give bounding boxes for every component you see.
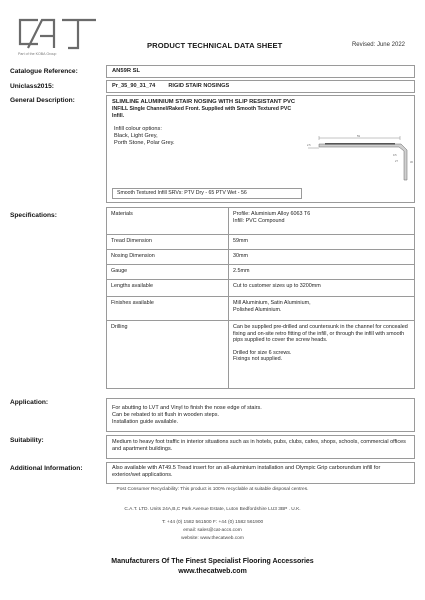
dimension-label-tread: 59 [357, 134, 360, 138]
dimension-label-nosing: 30 [410, 161, 413, 164]
spec-key: Nosing Dimension [107, 250, 229, 265]
application-box [106, 398, 415, 432]
application-label: Application: [10, 399, 49, 406]
nosing-profile-diagram [305, 132, 413, 190]
additional-information-box [106, 462, 415, 484]
table-row [107, 297, 415, 321]
uniclass-name: RIGID STAIR NOSINGS [168, 83, 230, 89]
company-phone: T: +44 (0) 1582 561500 F: +44 (0) 1582 561900 [161, 520, 264, 525]
table-row [107, 265, 415, 280]
uniclass-box [106, 80, 415, 93]
general-description-box [106, 95, 415, 203]
suitability-box [106, 435, 415, 459]
recyclability-note: Post Consumer Recyclability: This product is 100% recyclable at suitable disposal centres. [116, 487, 309, 492]
srv-text: Smooth Textured Infill SRVs: PTV Dry - 65 PTV Wet - 56 [117, 190, 247, 196]
additional-information-text: Also available with AT49.5 Tread insert for an all-aluminium installation and Olympic Grip carborundum infill for exterior/wet applications. [112, 465, 381, 478]
table-row [107, 280, 415, 297]
spec-key: Lengths available [107, 280, 229, 297]
srv-box [112, 188, 302, 199]
uniclass-code: Pr_35_90_31_74 [112, 83, 156, 89]
application-line-1: For abutting to LVT and Vinyl to finish the nose edge of stairs. [112, 405, 262, 411]
specifications-table [106, 207, 415, 389]
spec-key: Tread Dimension [107, 235, 229, 250]
general-description-label: General Description: [10, 97, 75, 104]
suitability-text: Medium to heavy foot traffic in interior situations such as in hotels, pubs, clubs, cafes, shops, schools, commercial offices and apartment buildings. [112, 439, 406, 452]
catalogue-value: AN59R SL [112, 68, 141, 74]
colour-options-line-2: Porth Stone, Polar Grey. [114, 140, 175, 146]
uniclass-label: Uniclass2015: [10, 83, 54, 90]
spec-key: Finishes available [107, 297, 229, 321]
spec-value: Mill Aluminium, Satin Aluminium, [233, 300, 311, 306]
spec-value: Profile: Aluminium Alloy 6063 T6 [233, 211, 311, 217]
catalogue-label: Catalogue Reference: [10, 68, 78, 75]
spec-key: Materials [107, 208, 229, 235]
general-title: SLIMLINE ALUMINIUM STAIR NOSING WITH SLIP RESISTANT PVC [112, 99, 296, 105]
additional-information-label: Additional Information: [10, 465, 83, 472]
specifications-label: Specifications: [10, 212, 57, 219]
company-email: email: sales@cat-accs.com [183, 528, 242, 533]
suitability-label: Suitability: [10, 437, 44, 444]
application-line-2: Can be rebated to sit flush in wooden steps. [112, 412, 220, 418]
revised-date: Revised: June 2022 [351, 42, 405, 48]
catalogue-box [106, 65, 415, 78]
colour-options-heading: Infill colour options: [114, 126, 162, 132]
table-row [107, 321, 415, 389]
application-line-3: Installation guide available. [112, 419, 179, 425]
footer-url[interactable]: www.thecatweb.com [178, 568, 247, 575]
spec-key: Gauge [107, 265, 229, 280]
tagline: Manufacturers Of The Finest Specialist Flooring Accessories [111, 558, 314, 565]
spec-value: Cut to customer sizes up to 3200mm [229, 280, 415, 297]
spec-value: 30mm [229, 250, 415, 265]
general-subtitle-2: Infill. [112, 113, 125, 119]
colour-options-line-1: Black, Light Grey, [114, 133, 158, 139]
dimension-label-inner: 27 [395, 160, 398, 163]
table-row [107, 235, 415, 250]
spec-value: Can be supplied pre-drilled and countersunk in the channel for concealed fixing and on-site retro fitting of the infill, or through the infill with smooth pips supplied to cover the screw heads. [233, 324, 408, 344]
spec-value-2: Polished Aluminium. [233, 306, 282, 313]
spec-value: 2.5mm [229, 265, 415, 280]
dimension-label-gauge: 2.5 [307, 143, 311, 147]
dimension-label-infill: 9.5 [393, 154, 397, 157]
spec-value-2: Infill: PVC Compound [233, 217, 285, 224]
document-title: PRODUCT TECHNICAL DATA SHEET [147, 41, 283, 50]
cat-logo [18, 14, 102, 54]
spec-value: 59mm [229, 235, 415, 250]
logo-subtitle: Part of the KOBA Group [18, 52, 57, 56]
general-subtitle: INFILL Single Channel/Raked Front. Supplied with Smooth Textured PVC [112, 106, 292, 112]
company-website: website: www.thecatweb.com [181, 536, 244, 541]
spec-value-2: Drilled for size 6 screws. [233, 349, 292, 356]
spec-key: Drilling [107, 321, 229, 389]
table-row [107, 250, 415, 265]
table-row [107, 208, 415, 235]
spec-value-3: Fixings not supplied. [233, 356, 283, 363]
company-address: C.A.T. LTD. Units 24A,B,C Park Avenue Estate, Luton Bedfordshire LU3 3BP . U.K. [124, 507, 301, 512]
header [18, 14, 413, 60]
